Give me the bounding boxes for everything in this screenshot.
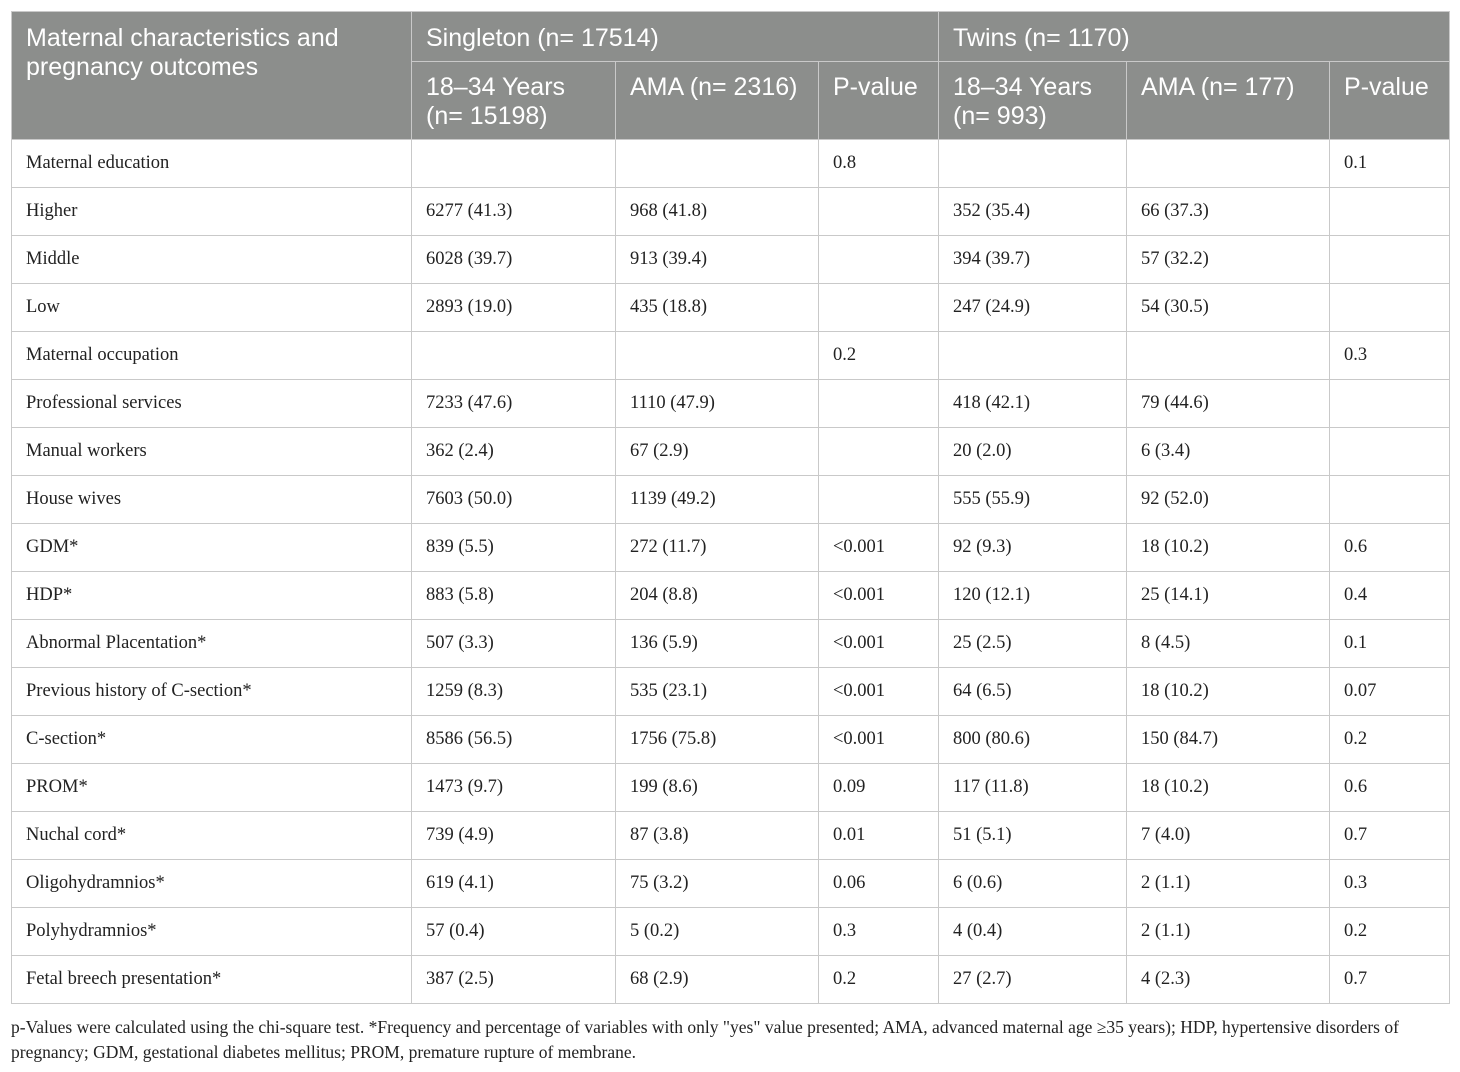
- cell-variable: Previous history of C-section*: [12, 668, 412, 716]
- cell-variable: Maternal education: [12, 140, 412, 188]
- cell-singleton-ama: 68 (2.9): [616, 956, 819, 1004]
- table-row: [12, 908, 1450, 956]
- cell-variable: Nuchal cord*: [12, 812, 412, 860]
- cell-twins-pvalue: 0.2: [1330, 716, 1450, 764]
- cell-singleton-ama: 272 (11.7): [616, 524, 819, 572]
- cell-variable: Polyhydramnios*: [12, 908, 412, 956]
- cell-variable: Manual workers: [12, 428, 412, 476]
- cell-twins-ama: [1127, 332, 1330, 380]
- table-row: [12, 764, 1450, 812]
- cell-twins-ama: 18 (10.2): [1127, 764, 1330, 812]
- cell-singleton-pvalue: 0.8: [819, 140, 939, 188]
- cell-singleton-pvalue: 0.2: [819, 956, 939, 1004]
- cell-variable: HDP*: [12, 572, 412, 620]
- cell-singleton-pvalue: [819, 236, 939, 284]
- cell-twins-pvalue: 0.3: [1330, 332, 1450, 380]
- table-row: [12, 524, 1450, 572]
- cell-singleton-ama: [616, 332, 819, 380]
- cell-variable: GDM*: [12, 524, 412, 572]
- cell-singleton-ama: 1110 (47.9): [616, 380, 819, 428]
- cell-singleton-pvalue: [819, 476, 939, 524]
- header-twins: Twins (n= 1170): [939, 12, 1450, 62]
- cell-twins-1834: 4 (0.4): [939, 908, 1127, 956]
- cell-twins-1834: 92 (9.3): [939, 524, 1127, 572]
- table-row: [12, 668, 1450, 716]
- cell-singleton-ama: 535 (23.1): [616, 668, 819, 716]
- table-header: [12, 12, 1450, 140]
- cell-twins-ama: 79 (44.6): [1127, 380, 1330, 428]
- table-body: [12, 140, 1450, 1004]
- cell-singleton-pvalue: <0.001: [819, 716, 939, 764]
- header-twins-ama: AMA (n= 177): [1127, 62, 1330, 140]
- cell-twins-1834: 20 (2.0): [939, 428, 1127, 476]
- cell-twins-pvalue: 0.4: [1330, 572, 1450, 620]
- cell-singleton-1834: 57 (0.4): [412, 908, 616, 956]
- cell-singleton-pvalue: 0.06: [819, 860, 939, 908]
- cell-twins-1834: 394 (39.7): [939, 236, 1127, 284]
- cell-singleton-ama: 204 (8.8): [616, 572, 819, 620]
- cell-singleton-1834: 507 (3.3): [412, 620, 616, 668]
- table-row: [12, 428, 1450, 476]
- cell-twins-ama: 150 (84.7): [1127, 716, 1330, 764]
- cell-twins-ama: 92 (52.0): [1127, 476, 1330, 524]
- cell-twins-ama: 8 (4.5): [1127, 620, 1330, 668]
- cell-twins-pvalue: [1330, 380, 1450, 428]
- cell-twins-ama: 25 (14.1): [1127, 572, 1330, 620]
- table-row: [12, 620, 1450, 668]
- cell-variable: Higher: [12, 188, 412, 236]
- cell-variable: Low: [12, 284, 412, 332]
- header-singleton-ama: AMA (n= 2316): [616, 62, 819, 140]
- cell-variable: Professional services: [12, 380, 412, 428]
- cell-variable: Maternal occupation: [12, 332, 412, 380]
- cell-singleton-ama: 1756 (75.8): [616, 716, 819, 764]
- cell-singleton-pvalue: [819, 284, 939, 332]
- cell-singleton-pvalue: [819, 188, 939, 236]
- cell-singleton-pvalue: <0.001: [819, 572, 939, 620]
- cell-singleton-1834: 7603 (50.0): [412, 476, 616, 524]
- cell-singleton-1834: 387 (2.5): [412, 956, 616, 1004]
- table-row: [12, 572, 1450, 620]
- cell-twins-ama: 4 (2.3): [1127, 956, 1330, 1004]
- table-row: [12, 860, 1450, 908]
- cell-twins-1834: 25 (2.5): [939, 620, 1127, 668]
- cell-twins-pvalue: 0.6: [1330, 764, 1450, 812]
- cell-twins-1834: 555 (55.9): [939, 476, 1127, 524]
- header-singleton-1834: 18–34 Years (n= 15198): [412, 62, 616, 140]
- table-row: [12, 956, 1450, 1004]
- table-footnote: p-Values were calculated using the chi-square test. *Frequency and percentage of variables with only "yes" value presented; AMA, advanced maternal age ≥35 years); HDP, hypertensive disorders of pregnancy; GDM, gestational diabetes mellitus; PROM, premature rupture of membrane.: [11, 1017, 1399, 1062]
- cell-singleton-ama: 136 (5.9): [616, 620, 819, 668]
- cell-twins-pvalue: 0.7: [1330, 812, 1450, 860]
- cell-singleton-ama: 435 (18.8): [616, 284, 819, 332]
- cell-twins-pvalue: [1330, 284, 1450, 332]
- cell-singleton-pvalue: 0.2: [819, 332, 939, 380]
- cell-twins-1834: [939, 332, 1127, 380]
- cell-twins-ama: 6 (3.4): [1127, 428, 1330, 476]
- cell-variable: Abnormal Placentation*: [12, 620, 412, 668]
- cell-twins-pvalue: 0.07: [1330, 668, 1450, 716]
- header-first-col: Maternal characteristics and pregnancy outcomes: [12, 12, 412, 140]
- cell-twins-1834: 800 (80.6): [939, 716, 1127, 764]
- cell-singleton-ama: 968 (41.8): [616, 188, 819, 236]
- cell-singleton-1834: 2893 (19.0): [412, 284, 616, 332]
- cell-singleton-1834: [412, 332, 616, 380]
- cell-twins-ama: 7 (4.0): [1127, 812, 1330, 860]
- cell-singleton-1834: 739 (4.9): [412, 812, 616, 860]
- cell-variable: Oligohydramnios*: [12, 860, 412, 908]
- cell-singleton-ama: 67 (2.9): [616, 428, 819, 476]
- cell-singleton-pvalue: <0.001: [819, 524, 939, 572]
- cell-twins-pvalue: 0.6: [1330, 524, 1450, 572]
- cell-singleton-pvalue: 0.09: [819, 764, 939, 812]
- cell-twins-pvalue: [1330, 428, 1450, 476]
- cell-twins-ama: 2 (1.1): [1127, 908, 1330, 956]
- cell-twins-pvalue: 0.7: [1330, 956, 1450, 1004]
- cell-twins-ama: 2 (1.1): [1127, 860, 1330, 908]
- cell-singleton-ama: [616, 140, 819, 188]
- cell-singleton-ama: 1139 (49.2): [616, 476, 819, 524]
- cell-twins-pvalue: 0.1: [1330, 140, 1450, 188]
- table-row: [12, 284, 1450, 332]
- table-row: [12, 380, 1450, 428]
- cell-variable: PROM*: [12, 764, 412, 812]
- cell-singleton-pvalue: <0.001: [819, 620, 939, 668]
- cell-singleton-1834: 7233 (47.6): [412, 380, 616, 428]
- cell-singleton-1834: [412, 140, 616, 188]
- cell-twins-pvalue: 0.1: [1330, 620, 1450, 668]
- cell-singleton-1834: 8586 (56.5): [412, 716, 616, 764]
- cell-twins-ama: 18 (10.2): [1127, 524, 1330, 572]
- cell-singleton-1834: 883 (5.8): [412, 572, 616, 620]
- cell-singleton-pvalue: <0.001: [819, 668, 939, 716]
- cell-twins-pvalue: 0.3: [1330, 860, 1450, 908]
- cell-twins-1834: 27 (2.7): [939, 956, 1127, 1004]
- header-twins-1834: 18–34 Years (n= 993): [939, 62, 1127, 140]
- cell-singleton-pvalue: 0.01: [819, 812, 939, 860]
- cell-singleton-1834: 1259 (8.3): [412, 668, 616, 716]
- table-row: [12, 716, 1450, 764]
- cell-singleton-pvalue: 0.3: [819, 908, 939, 956]
- cell-twins-1834: 247 (24.9): [939, 284, 1127, 332]
- cell-singleton-ama: 87 (3.8): [616, 812, 819, 860]
- cell-singleton-ama: 913 (39.4): [616, 236, 819, 284]
- cell-singleton-pvalue: [819, 428, 939, 476]
- cell-twins-ama: 66 (37.3): [1127, 188, 1330, 236]
- cell-variable: Middle: [12, 236, 412, 284]
- cell-twins-1834: 418 (42.1): [939, 380, 1127, 428]
- cell-twins-1834: 352 (35.4): [939, 188, 1127, 236]
- cell-twins-ama: [1127, 140, 1330, 188]
- cell-twins-ama: 57 (32.2): [1127, 236, 1330, 284]
- cell-twins-ama: 54 (30.5): [1127, 284, 1330, 332]
- cell-variable: House wives: [12, 476, 412, 524]
- cell-twins-pvalue: [1330, 188, 1450, 236]
- cell-twins-1834: 6 (0.6): [939, 860, 1127, 908]
- cell-twins-1834: [939, 140, 1127, 188]
- cell-variable: C-section*: [12, 716, 412, 764]
- cell-singleton-1834: 6277 (41.3): [412, 188, 616, 236]
- outcomes-table: [11, 11, 1450, 1004]
- header-row-groups: [12, 12, 1450, 62]
- cell-twins-pvalue: [1330, 236, 1450, 284]
- cell-twins-1834: 117 (11.8): [939, 764, 1127, 812]
- cell-singleton-1834: 6028 (39.7): [412, 236, 616, 284]
- cell-singleton-ama: 75 (3.2): [616, 860, 819, 908]
- cell-singleton-ama: 199 (8.6): [616, 764, 819, 812]
- cell-twins-1834: 64 (6.5): [939, 668, 1127, 716]
- cell-twins-1834: 120 (12.1): [939, 572, 1127, 620]
- cell-singleton-1834: 1473 (9.7): [412, 764, 616, 812]
- cell-singleton-ama: 5 (0.2): [616, 908, 819, 956]
- table-row: [12, 332, 1450, 380]
- header-singleton-pvalue: P-value: [819, 62, 939, 140]
- cell-twins-1834: 51 (5.1): [939, 812, 1127, 860]
- table-row: [12, 188, 1450, 236]
- cell-twins-ama: 18 (10.2): [1127, 668, 1330, 716]
- table-row: [12, 812, 1450, 860]
- cell-singleton-1834: 619 (4.1): [412, 860, 616, 908]
- cell-singleton-pvalue: [819, 380, 939, 428]
- table-row: [12, 236, 1450, 284]
- header-twins-pvalue: P-value: [1330, 62, 1450, 140]
- table-row: [12, 140, 1450, 188]
- cell-singleton-1834: 839 (5.5): [412, 524, 616, 572]
- header-singleton: Singleton (n= 17514): [412, 12, 939, 62]
- cell-variable: Fetal breech presentation*: [12, 956, 412, 1004]
- cell-twins-pvalue: [1330, 476, 1450, 524]
- table-container: [11, 11, 1449, 1004]
- table-row: [12, 476, 1450, 524]
- cell-singleton-1834: 362 (2.4): [412, 428, 616, 476]
- cell-twins-pvalue: 0.2: [1330, 908, 1450, 956]
